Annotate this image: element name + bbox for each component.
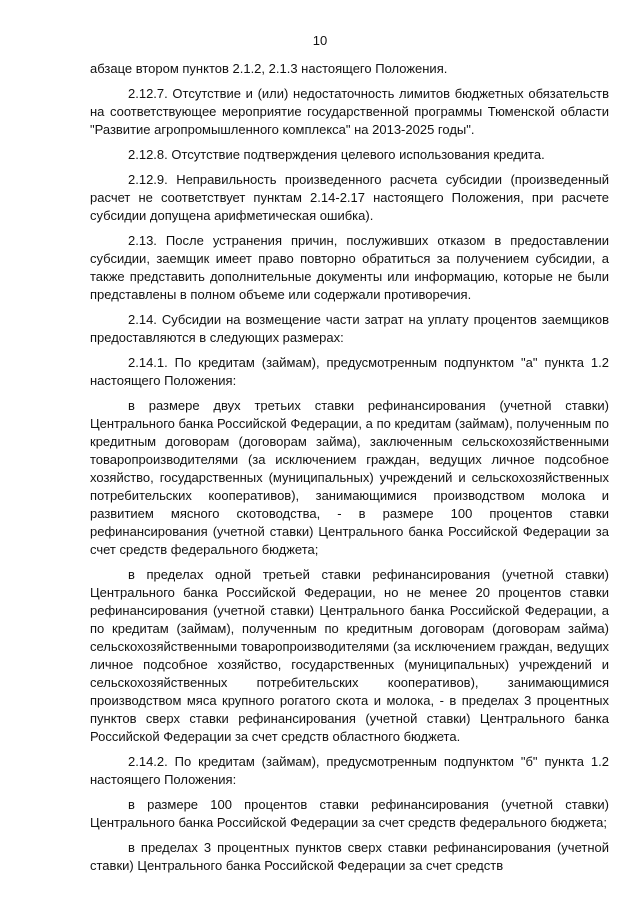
paragraph-2-14: 2.14. Субсидии на возмещение части затрат на уплату процентов заемщиков предоставляются в следующих размерах: xyxy=(90,312,609,345)
document-body xyxy=(90,60,609,882)
paragraph-2-12-7: 2.12.7. Отсутствие и (или) недостаточность лимитов бюджетных обязательств на соответствующее мероприятие государственной программы Тюменской области "Развитие агропромышленного комплекса" на 2013-2025 годы". xyxy=(90,86,609,137)
paragraph-2-14-1-regional: в пределах одной третьей ставки рефинансирования (учетной ставки) Центрального банка Российской Федерации, но не менее 20 процентов ставки рефинансирования (учетной ставки) Центрального банка Российской Федерации, а по кредитам (займам), полученным по кредитным договорам (договорам займа) сельскохозяйственными товаропроизводителями (за исключением граждан, ведущих личное подсобное хозяйство, государственных (муниципальных) учреждений и сельскохозяйственных потребительских кооперативов), занимающимися производством мяса крупного рогатого скота и молока, - в пределах 3 процентных пунктов сверх ставки рефинансирования (учетной ставки) Центрального банка Российской Федерации за счет средств областного бюджета. xyxy=(90,567,609,744)
paragraph-2-14-2: 2.14.2. По кредитам (займам), предусмотренным подпунктом "б" пункта 1.2 настоящего Положения: xyxy=(90,754,609,787)
paragraph-2-12-8: 2.12.8. Отсутствие подтверждения целевого использования кредита. xyxy=(128,147,545,162)
page-number: 10 xyxy=(312,33,328,48)
paragraph-2-14-2-regional: в пределах 3 процентных пунктов сверх ставки рефинансирования (учетной ставки) Центрального банка Российской Федерации за счет средств xyxy=(90,840,609,873)
paragraph-2-14-2-federal: в размере 100 процентов ставки рефинансирования (учетной ставки) Центрального банка Российской Федерации за счет средств федерального бюджета; xyxy=(90,797,609,830)
paragraph-continuation: абзаце втором пунктов 2.1.2, 2.1.3 настоящего Положения. xyxy=(90,61,448,76)
paragraph-2-13: 2.13. После устранения причин, послуживших отказом в предоставлении субсидии, заемщик имеет право повторно обратиться за получением субсидии, а также представить дополнительные документы или информацию, которые не были представлены в полном объеме или содержали противоречия. xyxy=(90,233,609,302)
paragraph-2-14-1-federal: в размере двух третьих ставки рефинансирования (учетной ставки) Центрального банка Российской Федерации, а по кредитам (займам), полученным по кредитным договорам (договорам займа), заключенным сельскохозяйственными товаропроизводителями (за исключением граждан, ведущих личное подсобное хозяйство, государственных (муниципальных) учреждений и сельскохозяйственных потребительских кооперативов), занимающимися производством молока и развитием мясного скотоводства, - в размере 100 процентов ставки рефинансирования (учетной ставки) Центрального банка Российской Федерации за счет средств федерального бюджета; xyxy=(90,398,609,557)
paragraph-2-14-1: 2.14.1. По кредитам (займам), предусмотренным подпунктом "а" пункта 1.2 настоящего Положения: xyxy=(90,355,609,388)
paragraph-2-12-9: 2.12.9. Неправильность произведенного расчета субсидии (произведенный расчет не соответствует пунктам 2.14-2.17 настоящего Положения, при расчете субсидии допущена арифметическая ошибка). xyxy=(90,172,609,223)
